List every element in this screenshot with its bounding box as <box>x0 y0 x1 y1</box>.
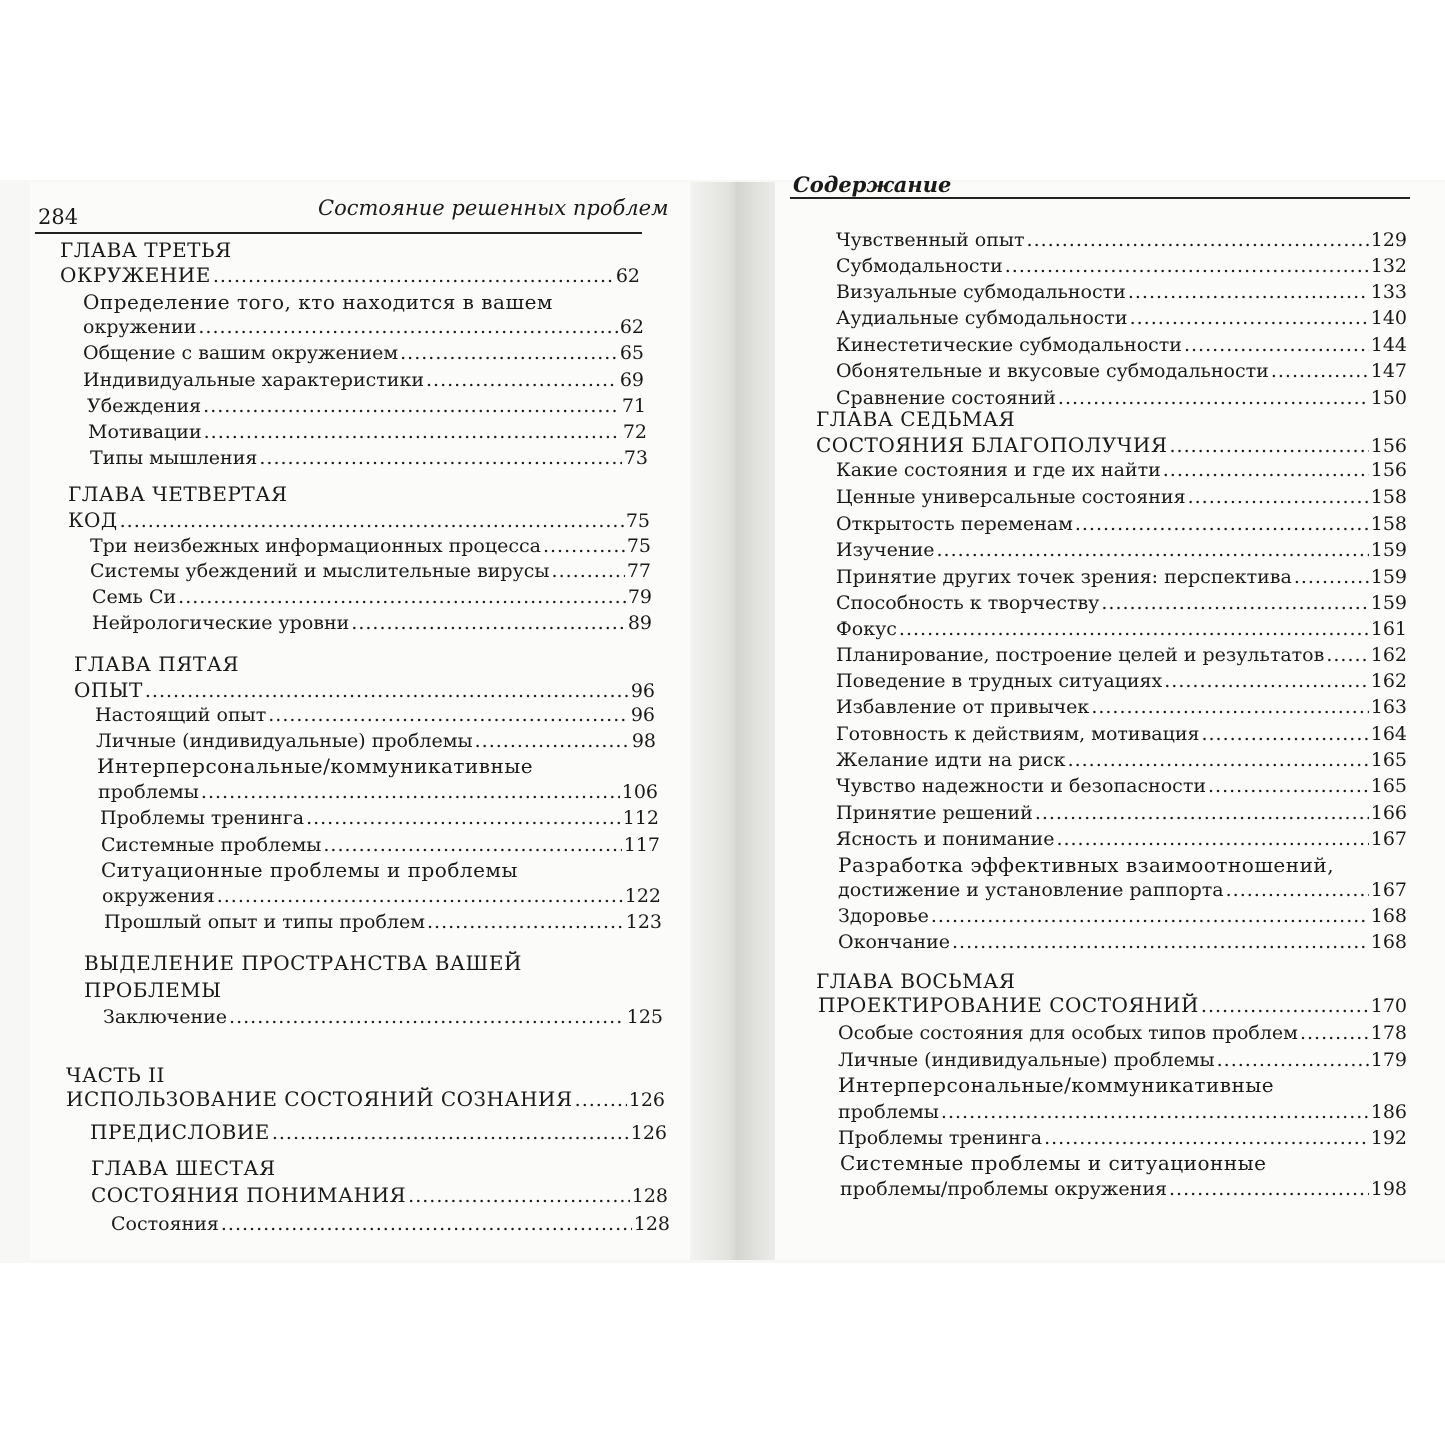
toc-page-number: 162 <box>1370 670 1407 692</box>
toc-entry-title: Типы мышления <box>90 447 258 469</box>
dot-leader <box>1164 670 1368 692</box>
toc-entry-title: КОД <box>68 508 118 532</box>
toc-entry-title: окружении <box>83 316 197 338</box>
toc-entry-title: Чувственный опыт <box>836 229 1025 251</box>
dot-leader <box>259 447 621 469</box>
toc-page-number: 122 <box>624 885 661 907</box>
left-toc-heading: ВЫДЕЛЕНИЕ ПРОСТРАНСТВА ВАШЕЙ <box>84 951 522 975</box>
toc-page-number: 147 <box>1370 360 1407 382</box>
right-toc-entry[interactable] <box>836 828 1407 850</box>
toc-page-number: 69 <box>619 369 644 391</box>
dot-leader <box>306 807 621 829</box>
toc-page-number: 123 <box>625 911 662 933</box>
dot-leader <box>426 369 618 391</box>
toc-entry-title: Визуальные субмодальности <box>836 281 1126 303</box>
left-toc-entry[interactable] <box>83 369 644 391</box>
right-toc-entry[interactable] <box>836 539 1407 561</box>
dot-leader <box>1208 775 1369 797</box>
toc-page-number: 98 <box>631 730 656 752</box>
toc-page-number: 170 <box>1370 995 1407 1017</box>
right-toc-entry[interactable] <box>836 644 1407 666</box>
dot-leader <box>1005 255 1369 277</box>
toc-entry-title: ПРОЕКТИРОВАНИЕ СОСТОЯНИЙ <box>818 993 1199 1017</box>
left-running-title: Состояние решенных проблем <box>318 196 669 220</box>
toc-page-number: 132 <box>1370 255 1407 277</box>
right-toc-heading: Интерперсональные/коммуникативные <box>838 1073 1275 1097</box>
toc-entry-title: Состояния <box>111 1213 219 1235</box>
right-toc-heading: Системные проблемы и ситуационные <box>840 1151 1267 1175</box>
right-toc-entry[interactable] <box>836 670 1407 692</box>
left-header-rule <box>35 232 642 234</box>
toc-page-number: 62 <box>615 265 640 287</box>
toc-page-number: 165 <box>1370 775 1407 797</box>
toc-page-number: 126 <box>630 1122 667 1144</box>
book-gutter <box>690 182 775 1260</box>
toc-page-number: 162 <box>1370 644 1407 666</box>
toc-page-number: 158 <box>1370 486 1407 508</box>
toc-page-number: 117 <box>623 834 660 856</box>
toc-page-number: 128 <box>633 1213 670 1235</box>
dot-leader <box>427 911 624 933</box>
dot-leader <box>1300 1022 1369 1044</box>
toc-page-number: 106 <box>621 781 658 803</box>
toc-entry-title: Сравнение состояний <box>836 387 1056 409</box>
dot-leader <box>937 539 1369 561</box>
right-toc-entry[interactable] <box>838 879 1407 901</box>
dot-leader <box>351 612 626 634</box>
toc-page-number: 89 <box>627 612 652 634</box>
left-toc-heading: ГЛАВА ЧЕТВЕРТАЯ <box>68 482 288 506</box>
dot-leader <box>1201 995 1369 1017</box>
toc-page-number: 96 <box>630 680 655 702</box>
toc-page-number: 165 <box>1370 749 1407 771</box>
toc-entry-title: Ясность и понимание <box>836 828 1055 850</box>
left-toc-entry[interactable] <box>101 834 660 856</box>
toc-entry-title: Способность к творчеству <box>836 592 1100 614</box>
toc-page-number: 125 <box>626 1006 663 1028</box>
toc-entry-title: Фокус <box>836 618 897 640</box>
toc-entry-title: ОПЫТ <box>74 678 143 702</box>
dot-leader <box>408 1185 630 1207</box>
toc-entry-title: Проблемы тренинга <box>100 807 305 829</box>
dot-leader <box>1170 435 1369 457</box>
toc-entry-title: Ценные универсальные состояния <box>836 486 1186 508</box>
toc-entry-title: достижение и установление раппорта <box>838 879 1224 901</box>
toc-entry-title: ПРЕДИСЛОВИЕ <box>90 1120 270 1144</box>
dot-leader <box>120 510 624 532</box>
toc-page-number: 161 <box>1370 618 1407 640</box>
toc-entry-title: ИСПОЛЬЗОВАНИЕ СОСТОЯНИЙ СОЗНАНИЯ <box>66 1087 573 1111</box>
toc-page-number: 129 <box>1370 229 1407 251</box>
toc-page-number: 198 <box>1370 1178 1407 1200</box>
left-toc-entry[interactable] <box>66 1088 665 1111</box>
right-toc-entry[interactable] <box>818 994 1407 1017</box>
left-toc-entry[interactable] <box>88 421 647 443</box>
toc-entry-title: Мотивации <box>88 421 202 443</box>
toc-page-number: 79 <box>627 586 652 608</box>
right-toc-entry[interactable] <box>836 749 1407 771</box>
left-toc-entry[interactable] <box>90 447 648 469</box>
toc-entry-title: Убеждения <box>87 395 202 417</box>
right-toc-entry[interactable] <box>836 334 1407 356</box>
left-toc-entry[interactable] <box>96 730 656 752</box>
toc-page-number: 144 <box>1370 334 1407 356</box>
right-toc-entry[interactable] <box>838 1022 1407 1044</box>
left-toc-entry[interactable] <box>90 560 651 582</box>
dot-leader <box>1044 1127 1369 1149</box>
right-toc-heading: Разработка эффективных взаимоотношений, <box>838 853 1335 877</box>
dot-leader <box>1068 749 1369 771</box>
toc-page-number: 112 <box>622 807 659 829</box>
dot-leader <box>178 586 626 608</box>
left-toc-entry[interactable] <box>98 781 658 803</box>
right-toc-entry[interactable] <box>836 459 1407 481</box>
toc-page-number: 167 <box>1370 828 1407 850</box>
dot-leader <box>1091 696 1368 718</box>
right-toc-entry[interactable] <box>836 229 1407 251</box>
dot-leader <box>1201 723 1368 745</box>
toc-page-number: 126 <box>628 1089 665 1111</box>
toc-entry-title: Окончание <box>838 931 951 953</box>
dot-leader <box>575 1089 627 1111</box>
dot-leader <box>217 885 623 907</box>
toc-page-number: 128 <box>631 1185 668 1207</box>
toc-entry-title: Принятие решений <box>836 802 1033 824</box>
dot-leader <box>221 1213 632 1235</box>
dot-leader <box>1326 644 1368 666</box>
toc-entry-title: Какие состояния и где их найти <box>836 459 1161 481</box>
toc-page-number: 96 <box>630 704 655 726</box>
left-toc-entry[interactable] <box>74 679 655 702</box>
toc-page-number: 65 <box>619 342 644 364</box>
toc-entry-title: Заключение <box>103 1006 228 1028</box>
left-toc-entry[interactable] <box>92 586 652 608</box>
toc-entry-title: проблемы/проблемы окружения <box>840 1178 1167 1200</box>
toc-entry-title: Семь Си <box>92 586 177 608</box>
left-toc-heading: Интерперсональные/коммуникативные <box>97 754 534 778</box>
dot-leader <box>1035 802 1369 824</box>
toc-page-number: 192 <box>1370 1127 1407 1149</box>
toc-entry-title: СОСТОЯНИЯ ПОНИМАНИЯ <box>91 1183 407 1207</box>
dot-leader <box>552 560 625 582</box>
toc-entry-title: Проблемы тренинга <box>838 1127 1043 1149</box>
left-toc-entry[interactable] <box>103 1006 663 1028</box>
dot-leader <box>1056 828 1368 850</box>
toc-page-number: 156 <box>1370 459 1407 481</box>
right-toc-entry[interactable] <box>836 387 1407 409</box>
left-toc-heading: ГЛАВА ПЯТАЯ <box>74 652 240 676</box>
left-toc-entry[interactable] <box>68 509 650 532</box>
dot-leader <box>1226 879 1369 901</box>
right-toc-heading: ГЛАВА ВОСЬМАЯ <box>816 969 1016 993</box>
toc-page-number: 73 <box>623 447 648 469</box>
toc-entry-title: ОКРУЖЕНИЕ <box>60 263 211 287</box>
toc-page-number: 77 <box>626 560 651 582</box>
dot-leader <box>1027 229 1369 251</box>
toc-page-number: 178 <box>1370 1022 1407 1044</box>
right-header-rule <box>790 197 1410 199</box>
left-toc-entry[interactable] <box>102 885 661 907</box>
toc-entry-title: Индивидуальные характеристики <box>83 369 424 391</box>
toc-entry-title: проблемы <box>98 781 199 803</box>
toc-entry-title: Нейрологические уровни <box>92 612 350 634</box>
toc-entry-title: Открытость переменам <box>836 513 1073 535</box>
toc-entry-title: Особые состояния для особых типов проблем <box>838 1022 1298 1044</box>
dot-leader <box>323 834 621 856</box>
dot-leader <box>201 781 620 803</box>
dot-leader <box>475 730 630 752</box>
toc-entry-title: Личные (индивидуальные) проблемы <box>838 1049 1215 1071</box>
dot-leader <box>952 931 1369 953</box>
toc-entry-title: Субмодальности <box>836 255 1003 277</box>
dot-leader <box>1075 513 1369 535</box>
dot-leader <box>1294 566 1369 588</box>
left-toc-entry[interactable] <box>95 704 655 726</box>
dot-leader <box>1217 1049 1369 1071</box>
toc-entry-title: Изучение <box>836 539 935 561</box>
right-toc-entry[interactable] <box>838 931 1407 953</box>
toc-page-number: 156 <box>1370 435 1407 457</box>
right-toc-entry[interactable] <box>836 696 1407 718</box>
toc-entry-title: Обонятельные и вкусовые субмодальности <box>836 360 1269 382</box>
right-toc-entry[interactable] <box>838 1127 1407 1149</box>
right-toc-entry[interactable] <box>836 723 1407 745</box>
toc-entry-title: Планирование, построение целей и результатов <box>836 644 1325 666</box>
toc-entry-title: Настоящий опыт <box>95 704 267 726</box>
right-toc-entry[interactable] <box>836 255 1407 277</box>
dot-leader <box>1184 334 1369 356</box>
toc-page-number: 158 <box>1370 513 1407 535</box>
left-toc-entry[interactable] <box>60 264 640 287</box>
right-toc-entry[interactable] <box>838 1049 1407 1071</box>
toc-page-number: 164 <box>1370 723 1407 745</box>
dot-leader <box>203 395 620 417</box>
toc-entry-title: Кинестетические субмодальности <box>836 334 1182 356</box>
toc-entry-title: окружения <box>102 885 215 907</box>
right-toc-entry[interactable] <box>836 618 1407 640</box>
toc-entry-title: Системы убеждений и мыслительные вирусы <box>90 560 550 582</box>
toc-page-number: 168 <box>1370 905 1407 927</box>
toc-entry-title: Готовность к действиям, мотивация <box>836 723 1200 745</box>
right-toc-entry[interactable] <box>836 360 1407 382</box>
dot-leader <box>543 535 625 557</box>
toc-entry-title: Личные (индивидуальные) проблемы <box>96 730 473 752</box>
dot-leader <box>145 680 629 702</box>
toc-entry-title: СОСТОЯНИЯ БЛАГОПОЛУЧИЯ <box>816 433 1168 457</box>
toc-entry-title: проблемы <box>838 1101 939 1123</box>
right-toc-entry[interactable] <box>836 802 1407 824</box>
dot-leader <box>272 1122 629 1144</box>
right-toc-entry[interactable] <box>836 592 1407 614</box>
toc-page-number: 75 <box>625 510 650 532</box>
toc-entry-title: Три неизбежных информационных процесса <box>90 535 541 557</box>
dot-leader <box>204 421 621 443</box>
left-toc-entry[interactable] <box>92 612 652 634</box>
right-toc-entry[interactable] <box>836 513 1407 535</box>
right-toc-entry[interactable] <box>836 566 1407 588</box>
toc-page-number: 159 <box>1370 592 1407 614</box>
left-toc-heading: ЧАСТЬ II <box>66 1063 165 1087</box>
left-toc-heading: ГЛАВА ТРЕТЬЯ <box>60 238 232 262</box>
dot-leader <box>213 265 614 287</box>
dot-leader <box>899 618 1369 640</box>
right-toc-entry[interactable] <box>836 775 1407 797</box>
toc-page-number: 179 <box>1370 1049 1407 1071</box>
toc-entry-title: Поведение в трудных ситуациях <box>836 670 1163 692</box>
left-toc-entry[interactable] <box>83 342 644 364</box>
right-toc-entry[interactable] <box>838 905 1407 927</box>
dot-leader <box>1169 1178 1369 1200</box>
left-toc-entry[interactable] <box>90 535 651 557</box>
right-toc-entry[interactable] <box>838 1101 1407 1123</box>
dot-leader <box>1128 281 1369 303</box>
toc-entry-title: Здоровье <box>838 905 929 927</box>
toc-page-number: 166 <box>1370 802 1407 824</box>
toc-page-number: 62 <box>619 316 644 338</box>
toc-page-number: 75 <box>626 535 651 557</box>
left-toc-entry[interactable] <box>111 1213 670 1235</box>
dot-leader <box>1130 307 1369 329</box>
right-toc-entry[interactable] <box>836 281 1407 303</box>
dot-leader <box>1188 486 1369 508</box>
toc-entry-title: Системные проблемы <box>101 834 322 856</box>
right-toc-heading: ГЛАВА СЕДЬМАЯ <box>816 407 1016 431</box>
toc-entry-title: Принятие других точек зрения: перспектива <box>836 566 1292 588</box>
dot-leader <box>1163 459 1369 481</box>
dot-leader <box>931 905 1369 927</box>
toc-page-number: 72 <box>622 421 647 443</box>
right-toc-entry[interactable] <box>840 1178 1407 1200</box>
toc-page-number: 159 <box>1370 539 1407 561</box>
toc-entry-title: Аудиальные субмодальности <box>836 307 1128 329</box>
left-toc-entry[interactable] <box>90 1121 667 1144</box>
left-toc-entry[interactable] <box>91 1184 668 1207</box>
dot-leader <box>1101 592 1368 614</box>
toc-page-number: 133 <box>1370 281 1407 303</box>
right-toc-entry[interactable] <box>816 434 1407 457</box>
left-page-number: 284 <box>38 205 79 229</box>
toc-page-number: 167 <box>1370 879 1407 901</box>
toc-page-number: 140 <box>1370 307 1407 329</box>
toc-page-number: 71 <box>621 395 646 417</box>
toc-entry-title: Чувство надежности и безопасности <box>836 775 1206 797</box>
toc-page-number: 150 <box>1370 387 1407 409</box>
left-toc-entry[interactable] <box>104 911 662 933</box>
toc-page-number: 163 <box>1370 696 1407 718</box>
left-toc-heading: Определение того, кто находится в вашем <box>83 290 553 314</box>
dot-leader <box>1271 360 1369 382</box>
dot-leader <box>1058 387 1369 409</box>
left-toc-entry[interactable] <box>83 316 644 338</box>
left-toc-entry[interactable] <box>100 807 659 829</box>
left-toc-heading: Ситуационные проблемы и проблемы <box>101 858 518 882</box>
left-toc-entry[interactable] <box>87 395 646 417</box>
dot-leader <box>229 1006 625 1028</box>
right-toc-entry[interactable] <box>836 307 1407 329</box>
right-running-title: Содержание <box>793 172 952 197</box>
toc-page-number: 186 <box>1370 1101 1407 1123</box>
dot-leader <box>198 316 617 338</box>
toc-entry-title: Избавление от привычек <box>836 696 1090 718</box>
left-toc-heading: ПРОБЛЕМЫ <box>84 978 222 1002</box>
dot-leader <box>941 1101 1369 1123</box>
left-toc-heading: ГЛАВА ШЕСТАЯ <box>91 1156 276 1180</box>
right-toc-entry[interactable] <box>836 486 1407 508</box>
toc-page-number: 159 <box>1370 566 1407 588</box>
toc-page-number: 168 <box>1370 931 1407 953</box>
toc-entry-title: Общение с вашим окружением <box>83 342 399 364</box>
toc-entry-title: Желание идти на риск <box>836 749 1066 771</box>
toc-entry-title: Прошлый опыт и типы проблем <box>104 911 426 933</box>
dot-leader <box>400 342 618 364</box>
dot-leader <box>268 704 629 726</box>
